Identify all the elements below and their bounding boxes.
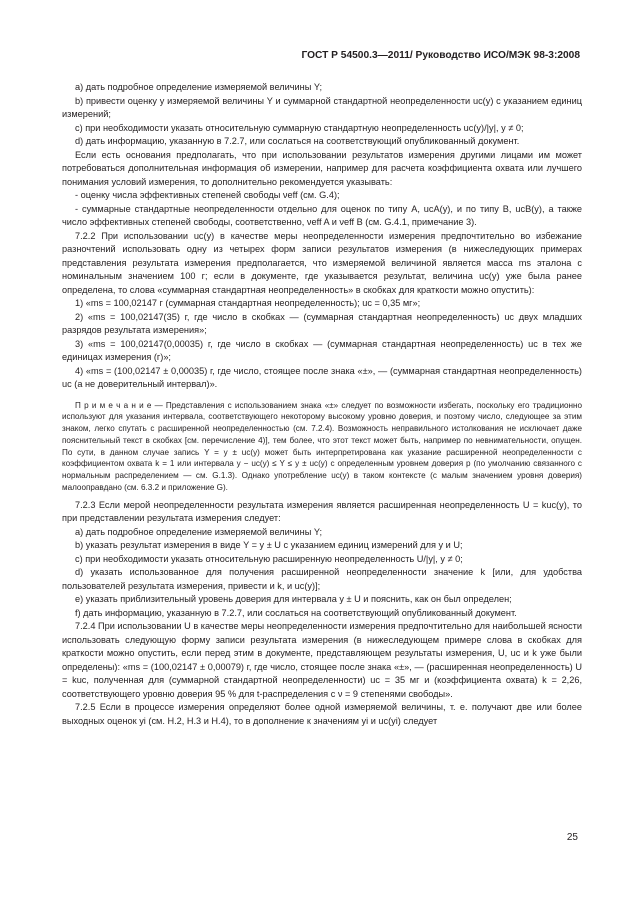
list-item: 4) «ms = (100,02147 ± 0,00035) г, где число, стоящее после знака «±», — (суммарная стандартная неопределенность) uc (а не доверительный интервал)». [62, 365, 582, 389]
section-7-2-4: 7.2.4 При использовании U в качестве меры неопределенности измерения предпочтительно для наибольшей ясности использовать следующую форму записи результата измерения (в нижеследующем примере слова в скобках для краткости можно опустить, если перед этим в документе, представляющем результаты измерения, U, uc и k уже были определены): «ms = (100,02147 ± 0,00079) г, где число, стоящее после знака «±», — (расширенная неопределенность) U = kuc, полученная для (суммарной стандартной неопределенности) uc = 35 мг и (коэффициента охвата) k = 2,26, соответствующего уровню доверия 95 % для t-распределения с ν = 9 степенями свободы». [62, 621, 582, 699]
list-item: 3) «ms = 100,02147(0,00035) г, где число в скобках — (суммарная стандартная неопределенность) uc в тех же единицах измерения (г)»; [62, 338, 582, 362]
running-header: ГОСТ Р 54500.3—2011/ Руководство ИСО/МЭК 98-3:2008 [301, 50, 580, 61]
section-7-2-5: 7.2.5 Если в процессе измерения определяют более одной измеряемой величины, т. е. получают две или более выходных оценок yi (см. H.2, H.3 и H.4), то в дополнение к значениям yi и uc(yi) следует [62, 702, 582, 726]
paragraph: d) дать информацию, указанную в 7.2.7, или сослаться на соответствующий опубликованный документ. [75, 136, 520, 146]
list-item: c) при необходимости указать относительную расширенную неопределенность U/|y|, y ≠ 0; [75, 553, 463, 564]
list-item: 1) «ms = 100,02147 г (суммарная стандартная неопределенность); uc = 0,35 мг»; [75, 298, 421, 308]
list-item: - оценку числа эффективных степеней свободы νeff (см. G.4); [75, 190, 340, 200]
section-7-2-2: 7.2.2 При использовании uc(y) в качестве меры неопределенности измерения предпочтительно во избежание разночтений использовать одну из четырех форм записи результатов измерения (в нижеследующих примерах представления результата измерения предполагается, что измеряемой величиной является масса ms эталона с номинальным значением 100 г; если в документе, где указывается результат, величина uc(y) уже была ранее определена, то слова «суммарная стандартная неопределенность» в скобках для краткости можно опустить): [62, 230, 582, 295]
list-item: f) дать информацию, указанную в 7.2.7, или сослаться на соответствующий опубликованный документ. [75, 607, 517, 618]
list-item: b) указать результат измерения в виде Y = y ± U с указанием единиц измерений для y и U; [75, 540, 463, 551]
list-item: d) указать использованное для получения расширенной неопределенности значение k [или, для удобства пользователей результата измерения, привести и k, и uc(y)]; [62, 567, 582, 591]
paragraph: b) привести оценку y измеряемой величины Y и суммарной стандартной неопределенности uc(y) с указанием единиц измерений; [62, 95, 582, 119]
list-item: 2) «ms = 100,02147(35) г, где число в скобках — (суммарная стандартная неопределенность) uc двух младших разрядов результата измерения»; [62, 311, 582, 335]
paragraph: а) дать подробное определение измеряемой величины Y; [75, 82, 322, 92]
paragraph: c) при необходимости указать относительную суммарную стандартную неопределенность uc(y)/|y|, y ≠ 0; [75, 122, 524, 133]
document-body [62, 81, 582, 728]
list-item: e) указать приблизительный уровень доверия для интервала y ± U и пояснить, как он был определен; [75, 594, 512, 605]
page-number: 25 [566, 832, 578, 843]
note: П р и м е ч а н и е — Представления с использованием знака «±» следует по возможности избегать, поскольку его традиционно используют для указания интервала, соответствующего некоторому высокому уровню доверия, и поэтому число, следующее за этим знаком, легко спутать с расширенной неопределенностью (см. 7.2.4). Возможность неправильного истолкования не исключает даже пояснительный текст в скобках [см. перечисление 4)], тем более, что этот текст может быть, например по невнимательности, опущен. По сути, в данном случае запись Y = y ± uc(y) может быть интерпретирована как указание расширенной неопределенности с коэффициентом охвата k = 1 или интервала y − uc(y) ≤ Y ≤ y ± uc(y) с определенным уровнем доверия p (по умолчанию связанного с нормальным распределением — см. G.1.3). Однако употребление uc(y) в таком контексте (с малым значением уровня доверия) малооправдано (см. 6.3.2 и приложение G). [62, 400, 582, 493]
paragraph: Если есть основания предполагать, что при использовании результатов измерения другими лицами им может потребоваться дополнительная информация об измерении, например для расчета коэффициента охвата или лучшего понимания условий измерения, то дополнительно рекомендуется указывать: [62, 149, 582, 187]
section-7-2-3: 7.2.3 Если мерой неопределенности результата измерения является расширенная неопределенность U = kuc(y), то при представлении результата измерения следует: [62, 499, 582, 524]
list-item: а) дать подробное определение измеряемой величины Y; [75, 526, 322, 537]
list-item: - суммарные стандартные неопределенности отдельно для оценок по типу А, ucA(y), и по типу В, ucB(y), а также число эффективных степеней свободы, соответственно, νeff A и νeff B (см. G.4.1, примечание 3). [62, 203, 582, 227]
